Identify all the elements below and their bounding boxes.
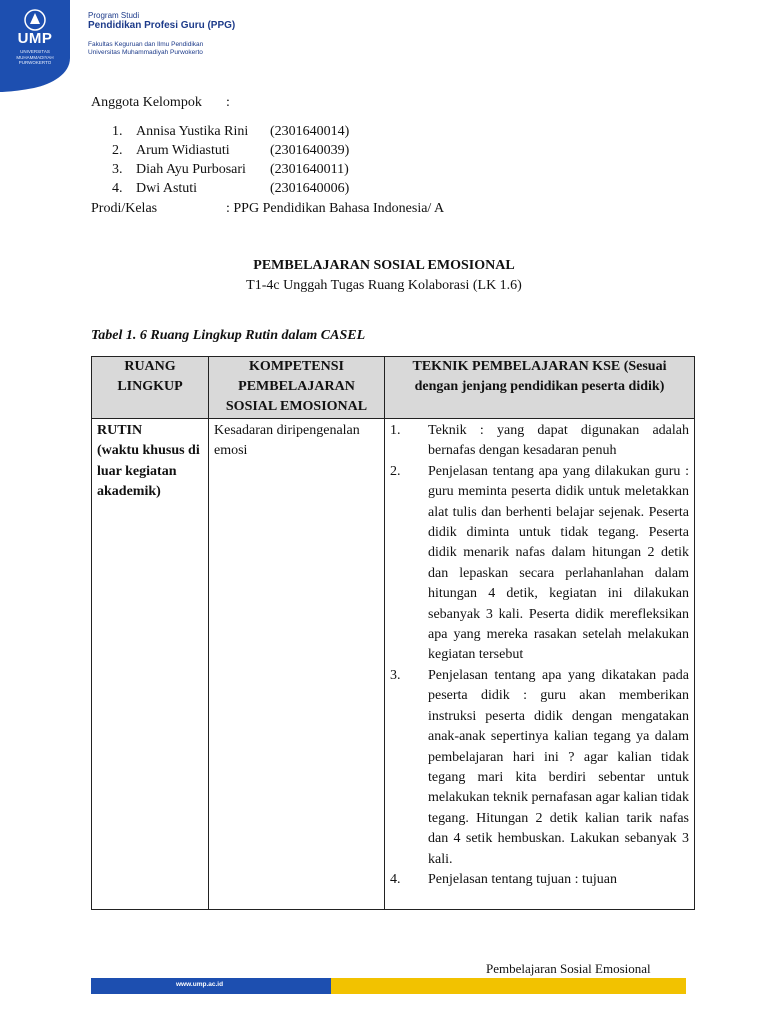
step-number: 3.: [390, 667, 401, 683]
scope-detail: (waktu khusus di luar kegiatan akademik): [97, 443, 200, 500]
program-name: Pendidikan Profesi Guru (PPG): [88, 20, 236, 31]
table-caption: Tabel 1. 6 Ruang Lingkup Rutin dalam CASEL: [91, 328, 366, 343]
step-number: 2.: [390, 463, 401, 479]
university-logo-caption: UNIVERSITAS MUHAMMADIYAH PURWOKERTO: [16, 49, 54, 65]
step-number: 1.: [390, 423, 401, 438]
step-text: Penjelasan tentang tujuan : tujuan: [428, 871, 617, 887]
university-name: Universitas Muhammadiyah Purwokerto: [88, 49, 203, 56]
scope-cell: [92, 419, 209, 910]
table-header-row: [92, 357, 695, 419]
member-nim: (2301640014): [270, 124, 350, 139]
column-header-technique: TEKNIK PEMBELAJARAN KSE (Sesuai dengan jenjang pendidikan peserta didik): [385, 357, 695, 419]
list-item: [390, 666, 689, 870]
member-number: 2.: [112, 143, 123, 158]
prodi-value: : PPG Pendidikan Bahasa Indonesia/ A: [226, 201, 445, 216]
group-label: Anggota Kelompok: [91, 95, 202, 110]
program-label: Program Studi: [88, 11, 140, 20]
competency-cell: Kesadaran diripengenalan emosi: [209, 419, 385, 910]
step-text: Teknik : yang dapat digunakan adalah bernafas dengan kesadaran penuh: [428, 423, 689, 459]
member-number: 3.: [112, 162, 123, 177]
scope-title: RUTIN: [97, 423, 143, 438]
step-number: 4.: [390, 871, 401, 887]
member-name: Arum Widiastuti: [136, 143, 230, 158]
casel-routine-table: [91, 356, 695, 910]
document-subtitle: T1-4c Unggah Tugas Ruang Kolaborasi (LK 1.6): [246, 278, 522, 293]
technique-cell: [385, 419, 695, 910]
member-number: 1.: [112, 124, 123, 139]
prodi-label: Prodi/Kelas: [91, 201, 158, 216]
group-colon: :: [226, 95, 230, 110]
faculty-name: Fakultas Keguruan dan Ilmu Pendidikan: [88, 41, 204, 48]
footer-url: www.ump.ac.id: [176, 981, 224, 988]
step-text: Penjelasan tentang apa yang dilakukan guru : guru meminta peserta didik untuk meletakkan alat tulis dan berhenti belajar sejenak. Peserta didik diminta untuk tidak tegang. Peserta didik menarik nafas dalam hitungan 2 detik dan lepaskan secara perlahanlahan dalam hitungan 4 detik, kegiatan ini dilakukan sebanyak 3 kali. Peserta didik merefleksikan apa yang mereka rasakan setelah melakukan kegiatan tersebut: [428, 463, 689, 663]
step-text: Penjelasan tentang apa yang dikatakan pada peserta didik : guru akan memberikan instruksi peserta didik dengan mengatakan anak-anak sepertinya kalian tegang ya dalam pembelajaran hari ini ? agar kalian tidak tegang mari kita berdiri sebentar untuk melakukan teknik pernafasan agar kalian tidak tegang. Hitungan 2 detik kalian tarik nafas dan 4 setik hembuskan. Lakukan sebanyak 3 kali.: [428, 667, 689, 867]
column-header-scope: RUANG LINGKUP: [92, 357, 209, 419]
footer-document-name: Pembelajaran Sosial Emosional: [486, 961, 651, 976]
list-item: [390, 421, 689, 462]
list-item: [390, 462, 689, 666]
document-title: PEMBELAJARAN SOSIAL EMOSIONAL: [253, 258, 515, 273]
list-item: [390, 870, 689, 890]
technique-steps: [390, 421, 689, 890]
member-name: Diah Ayu Purbosari: [136, 162, 246, 177]
member-nim: (2301640006): [270, 181, 350, 196]
member-name: Dwi Astuti: [136, 181, 198, 196]
member-nim: (2301640011): [270, 162, 349, 177]
university-logo: UMP: [17, 30, 53, 47]
member-number: 4.: [112, 181, 123, 196]
column-header-competency: KOMPETENSI PEMBELAJARAN SOSIAL EMOSIONAL: [209, 357, 385, 419]
member-nim: (2301640039): [270, 143, 350, 158]
table-row: [92, 419, 695, 910]
member-name: Annisa Yustika Rini: [136, 124, 249, 139]
